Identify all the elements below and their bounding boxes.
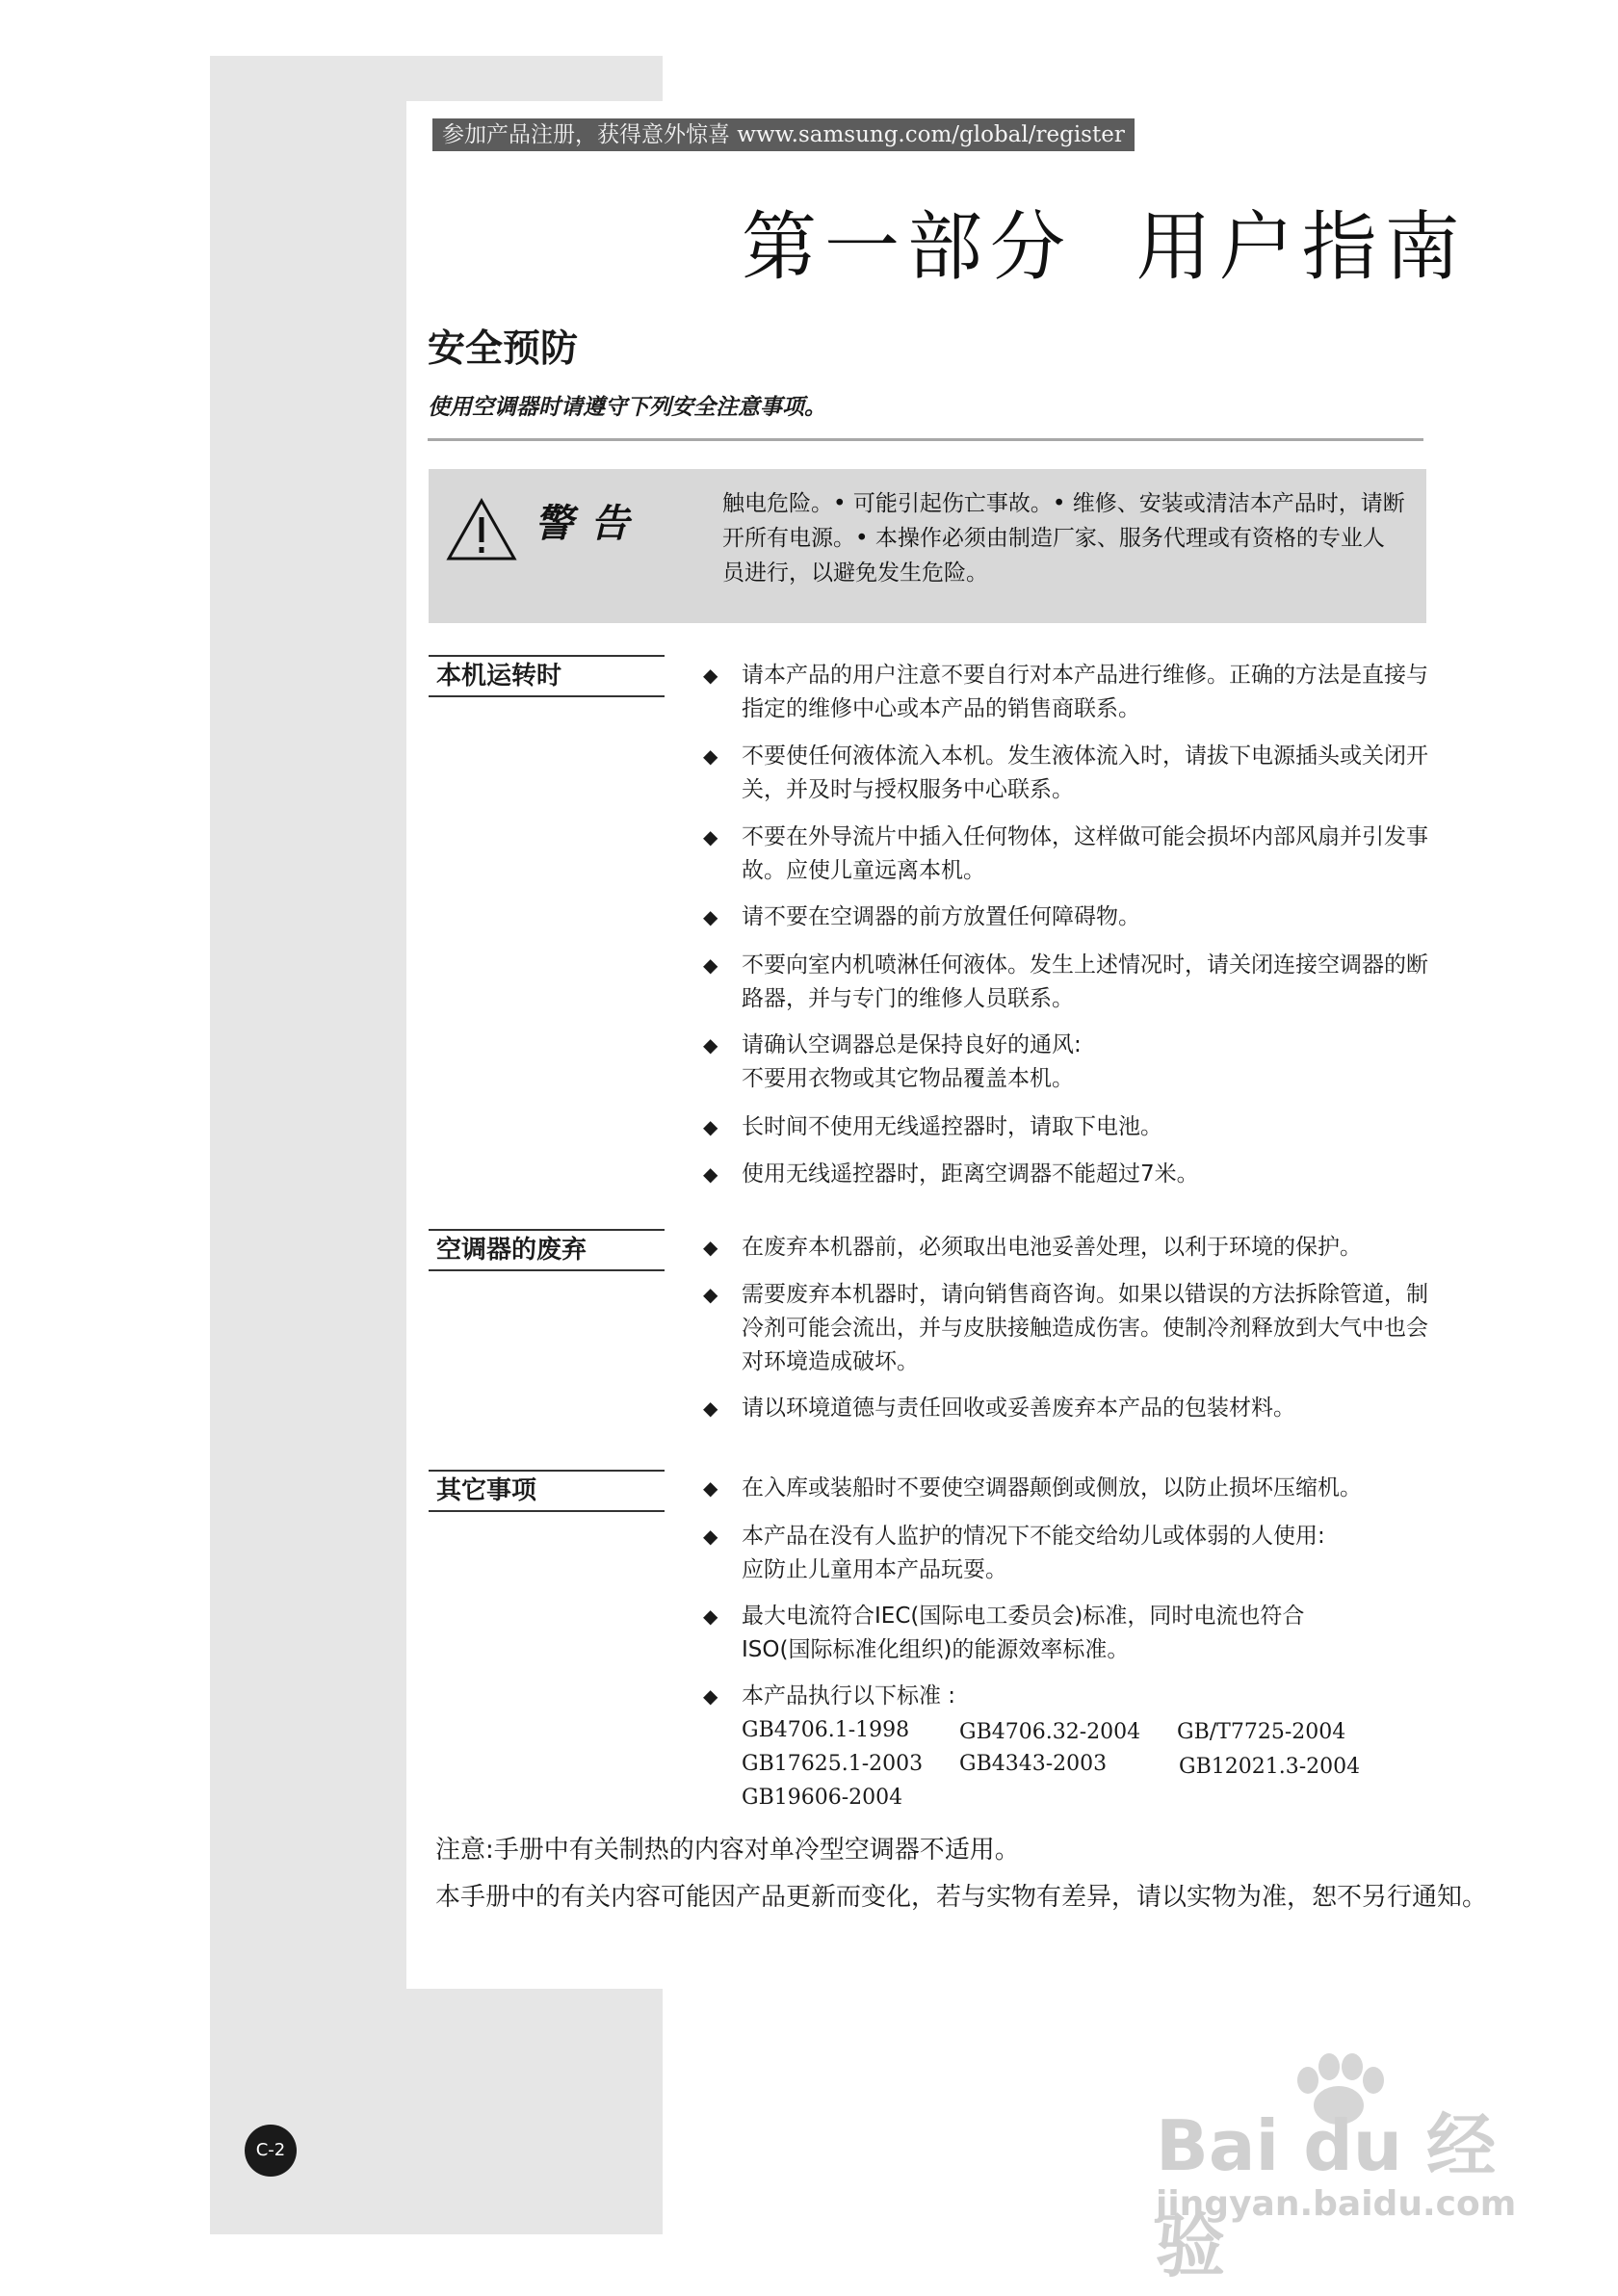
list-item: ◆ 本产品执行以下标准 : <box>703 1680 1435 1713</box>
diamond-bullet-icon: ◆ <box>703 1684 718 1708</box>
list-item: ◆ 使用无线遥控器时，距离空调器不能超过7米。 <box>703 1158 1435 1191</box>
standard-code: GB17625.1-2003 <box>742 1752 924 1776</box>
diamond-bullet-icon: ◆ <box>703 744 718 768</box>
diamond-bullet-icon: ◆ <box>703 1162 718 1186</box>
note-line: 本手册中的有关内容可能因产品更新而变化，若与实物有差异，请以实物为准，恕不另行通知。 <box>435 1883 1488 1912</box>
section-title: 安全预防 <box>428 327 579 371</box>
standard-code: GB19606-2004 <box>742 1786 903 1810</box>
list-item: ◆ 不要使任何液体流入本机。发生液体流入时，请拔下电源插头或关闭开关，并及时与授权服务中心联系。 <box>703 740 1435 807</box>
standard-code: GB/T7725-2004 <box>1177 1720 1346 1744</box>
list-item: ◆ 请确认空调器总是保持良好的通风: 不要用衣物或其它物品覆盖本机。 <box>703 1029 1435 1096</box>
register-banner[interactable]: 参加产品注册，获得意外惊喜 www.samsung.com/global/register <box>432 118 1135 151</box>
category-other <box>429 1470 665 1512</box>
warning-label: 警告 <box>535 502 646 546</box>
diamond-bullet-icon: ◆ <box>703 953 718 977</box>
category-disposal <box>429 1229 665 1271</box>
diamond-bullet-icon: ◆ <box>703 1236 718 1259</box>
page-number: C-2 <box>245 2125 297 2177</box>
list-item: ◆ 需要废弃本机器时，请向销售商咨询。如果以错误的方法拆除管道，制冷剂可能会流出，并与皮肤接触造成伤害。使制冷剂释放到大气中也会对环境造成破坏。 <box>703 1278 1435 1379</box>
diamond-bullet-icon: ◆ <box>703 664 718 687</box>
diamond-bullet-icon: ◆ <box>703 825 718 848</box>
diamond-bullet-icon: ◆ <box>703 905 718 928</box>
diamond-bullet-icon: ◆ <box>703 1476 718 1500</box>
list-item: ◆ 不要在外导流片中插入任何物体，这样做可能会损坏内部风扇并引发事故。应使儿童远离本机。 <box>703 821 1435 888</box>
category-label: 空调器的废弃 <box>436 1236 587 1265</box>
list-item: ◆ 不要向室内机喷淋任何液体。发生上述情况时，请关闭连接空调器的断路器，并与专门的维修人员联系。 <box>703 949 1435 1016</box>
warning-box <box>429 469 1426 623</box>
list-item: ◆ 请不要在空调器的前方放置任何障碍物。 <box>703 900 1435 934</box>
diamond-bullet-icon: ◆ <box>703 1525 718 1548</box>
list-item: ◆ 长时间不使用无线遥控器时，请取下电池。 <box>703 1110 1435 1144</box>
category-bottom-line <box>429 695 665 697</box>
list-item: ◆ 在废弃本机器前，必须取出电池妥善处理，以利于环境的保护。 <box>703 1231 1435 1265</box>
list-item: ◆ 本产品在没有人监护的情况下不能交给幼儿或体弱的人使用: 应防止儿童用本产品玩耍。 <box>703 1520 1435 1587</box>
watermark-url: jingyan.baidu.com <box>1156 2184 1517 2224</box>
standard-code: GB4706.1-1998 <box>742 1718 910 1742</box>
warning-triangle-icon <box>446 498 517 561</box>
category-label: 本机运转时 <box>436 662 562 691</box>
category-operation <box>429 655 665 697</box>
standard-code: GB4343-2003 <box>959 1752 1108 1776</box>
section-subtitle: 使用空调器时请遵守下列安全注意事项。 <box>428 395 826 420</box>
category-bottom-line <box>429 1269 665 1271</box>
category-bottom-line <box>429 1510 665 1512</box>
diamond-bullet-icon: ◆ <box>703 1033 718 1057</box>
diamond-bullet-icon: ◆ <box>703 1115 718 1138</box>
standard-code: GB4706.32-2004 <box>959 1720 1141 1744</box>
list-item: ◆ 请以环境道德与责任回收或妥善废弃本产品的包装材料。 <box>703 1392 1435 1425</box>
list-item: ◆ 在入库或装船时不要使空调器颠倒或侧放，以防止损坏压缩机。 <box>703 1472 1435 1505</box>
list-item: ◆ 最大电流符合IEC(国际电工委员会)标准，同时电流也符合 ISO(国际标准化组织)的能源效率标准。 <box>703 1600 1435 1667</box>
section-divider <box>428 438 1423 441</box>
list-item: ◆ 请本产品的用户注意不要自行对本产品进行维修。正确的方法是直接与指定的维修中心或本产品的销售商联系。 <box>703 659 1435 726</box>
watermark-logo-text: Bai du 经验 <box>1156 2105 1497 2286</box>
warning-text: 触电危险。• 可能引起伤亡事故。• 维修、安装或清洁本产品时，请断开所有电源。• 本操作必须由制造厂家、服务代理或有资格的专业人员进行，以避免发生危险。 <box>722 491 1405 586</box>
diamond-bullet-icon: ◆ <box>703 1605 718 1628</box>
page-title: 第一部分 用户指南 <box>742 204 1468 291</box>
note-line: 注意:手册中有关制热的内容对单冷型空调器不适用。 <box>435 1836 1020 1865</box>
diamond-bullet-icon: ◆ <box>703 1396 718 1420</box>
watermark <box>1136 2051 1541 2286</box>
diamond-bullet-icon: ◆ <box>703 1283 718 1306</box>
standard-code: GB12021.3-2004 <box>1179 1755 1361 1779</box>
category-label: 其它事项 <box>436 1476 537 1505</box>
